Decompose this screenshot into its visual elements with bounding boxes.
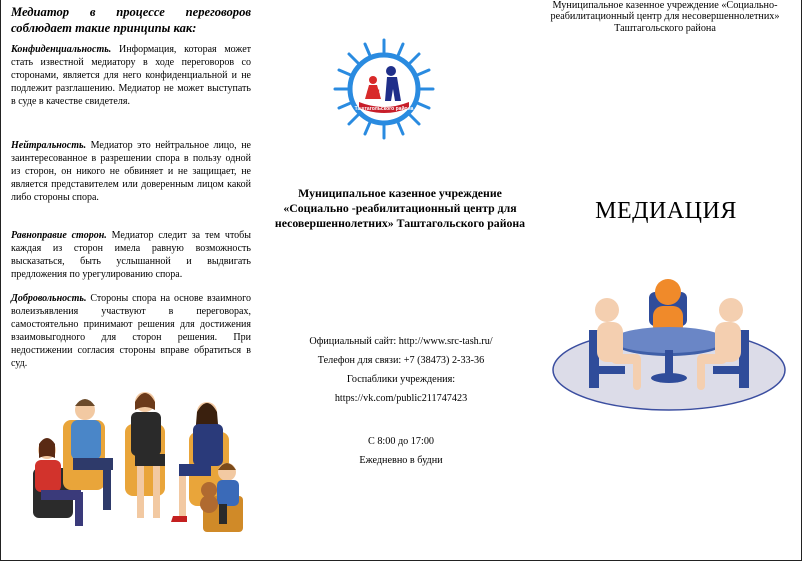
hours-time: С 8:00 до 17:00 bbox=[367, 436, 435, 447]
principle-text: Информация, которая может стать известной медиатору в ходе переговоров со сторонами, является для него конфиденциальной и не подлежит разглашению. Медиатор не может выступать в суде в качестве свидетеля. bbox=[11, 44, 251, 108]
principles-heading: Медиатор в процессе переговоров соблюдает такие принципы как: bbox=[11, 5, 251, 35]
mediation-table-icon bbox=[549, 270, 789, 420]
vk-link[interactable]: https://vk.com/public211747423 bbox=[334, 393, 468, 404]
principle-text: Медиатор следит за тем чтобы каждая из сторон имела равную возможность высказаться, быть услышанной и выдвигать предложения по урегулированию спора. bbox=[11, 230, 251, 281]
logo-abbreviation: СРЦ bbox=[367, 90, 380, 96]
principle-neutrality bbox=[11, 139, 251, 204]
principle-text: Медиатор это нейтральное лицо, не заинтересованное в разрешении спора в пользу одной из сторон, он никого не обвиняет и не защищает, не является представителем или доверенным лицом какой либо стороны спора. bbox=[11, 140, 251, 204]
principle-title: Конфиденциальность. bbox=[11, 44, 112, 55]
org-name-center: Муниципальное казенное учреждение «Социально -реабилитационный центр для несовершеннолетних» Таштагольского района bbox=[274, 186, 526, 230]
public-pages-label: Госпаблики учреждения: bbox=[346, 374, 456, 385]
principle-title: Нейтральность. bbox=[11, 140, 87, 151]
contacts-block bbox=[279, 332, 523, 408]
page-title: МЕДИАЦИЯ bbox=[595, 198, 737, 224]
hours-days: Ежедневно в будни bbox=[359, 455, 443, 466]
principle-equality bbox=[11, 229, 251, 281]
snowflake-family-logo bbox=[333, 38, 435, 140]
logo-ring-text: Таштагольского района bbox=[354, 106, 414, 112]
working-hours bbox=[279, 432, 523, 470]
phone-line: Телефон для связи: +7 (38473) 2-33-36 bbox=[317, 355, 485, 366]
principle-title: Равноправие сторон. bbox=[11, 230, 107, 241]
principle-title: Добровольность. bbox=[11, 293, 87, 304]
principle-confidentiality bbox=[11, 43, 251, 108]
org-name-top: Муниципальное казенное учреждение «Социально-реабилитационный центр для несовершеннолетних» Таштагольского района bbox=[550, 0, 780, 34]
principle-voluntariness bbox=[11, 292, 251, 371]
website-line: Официальный сайт: http://www.src-tash.ru/ bbox=[309, 336, 493, 347]
principle-text: Стороны спора на основе взаимного волеизъявления участвуют в переговорах, самостоятельно принимают решения для достижения взаимовыгодного для сторон решения. При недостижении согласия стороны вправе обратиться в суд. bbox=[11, 293, 251, 370]
family-therapy-session-icon bbox=[19, 380, 259, 540]
